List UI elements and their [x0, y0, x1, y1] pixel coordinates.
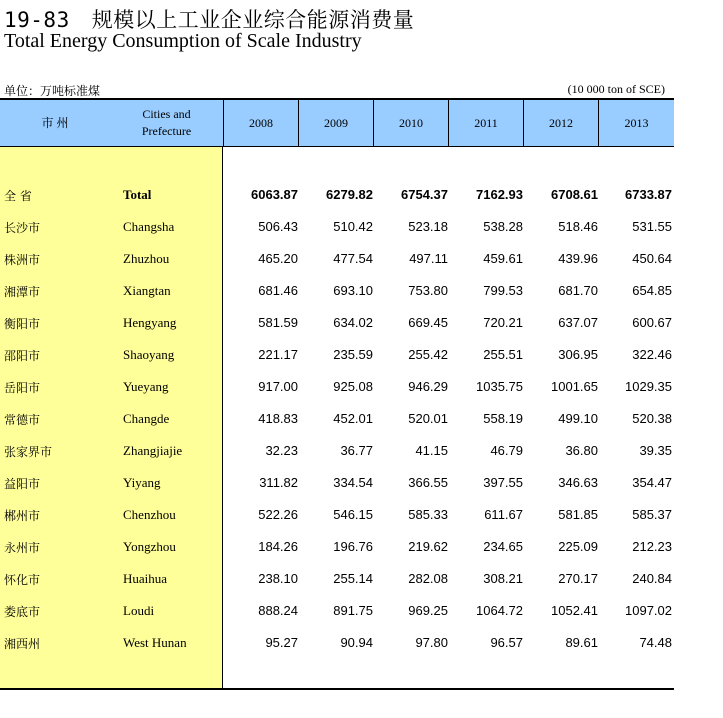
value-cell: 693.10	[333, 283, 373, 298]
value-cell: 255.51	[483, 347, 523, 362]
value-cell: 6063.87	[251, 187, 298, 202]
table-row	[0, 563, 674, 595]
value-cell: 366.55	[408, 475, 448, 490]
value-cell: 799.53	[483, 283, 523, 298]
value-cell: 1097.02	[625, 603, 672, 618]
value-cell: 6279.82	[326, 187, 373, 202]
city-name-chinese: 湘西州	[4, 637, 41, 651]
table-row	[0, 243, 674, 275]
city-name-english: Zhuzhou	[123, 251, 170, 266]
value-cell: 397.55	[483, 475, 523, 490]
value-cell: 558.19	[483, 411, 523, 426]
header-city-english-line1: Cities and	[142, 107, 191, 121]
value-cell: 6754.37	[401, 187, 448, 202]
value-cell: 255.42	[408, 347, 448, 362]
city-name-chinese: 娄底市	[4, 605, 41, 619]
table-row	[0, 499, 674, 531]
table-row	[0, 339, 674, 371]
value-cell: 531.55	[632, 219, 672, 234]
value-cell: 354.47	[632, 475, 672, 490]
value-cell: 39.35	[639, 443, 672, 458]
value-cell: 581.85	[558, 507, 598, 522]
table-number: 19-83	[4, 8, 70, 32]
city-name-english: West Hunan	[123, 635, 187, 650]
value-cell: 6708.61	[551, 187, 598, 202]
value-cell: 520.38	[632, 411, 672, 426]
value-cell: 1029.35	[625, 379, 672, 394]
table-title-chinese-text: 规模以上工业企业综合能源消费量	[91, 8, 415, 32]
value-cell: 611.67	[484, 507, 523, 522]
value-cell: 270.17	[558, 571, 598, 586]
city-name-chinese: 益阳市	[4, 477, 41, 491]
value-cell: 282.08	[408, 571, 448, 586]
value-cell: 581.59	[258, 315, 298, 330]
city-name-chinese: 衡阳市	[4, 317, 41, 331]
value-cell: 255.14	[333, 571, 373, 586]
value-cell: 522.26	[258, 507, 298, 522]
table-row	[0, 275, 674, 307]
value-cell: 891.75	[333, 603, 373, 618]
value-cell: 308.21	[483, 571, 523, 586]
value-cell: 90.94	[340, 635, 373, 650]
value-cell: 753.80	[408, 283, 448, 298]
value-cell: 41.15	[415, 443, 448, 458]
value-cell: 600.67	[632, 315, 672, 330]
table-row	[0, 211, 674, 243]
city-name-chinese: 邵阳市	[4, 349, 41, 363]
value-cell: 234.65	[483, 539, 523, 554]
city-name-english: Hengyang	[123, 315, 177, 330]
value-cell: 225.09	[558, 539, 598, 554]
value-cell: 7162.93	[476, 187, 523, 202]
value-cell: 506.43	[258, 219, 298, 234]
city-name-chinese: 常德市	[4, 413, 41, 427]
city-name-chinese: 张家界市	[4, 445, 53, 459]
table-row	[0, 307, 674, 339]
header-city-chinese: 市 州	[41, 115, 69, 130]
value-cell: 240.84	[632, 571, 672, 586]
value-cell: 97.80	[415, 635, 448, 650]
value-cell: 96.57	[490, 635, 523, 650]
unit-label-english: (10 000 ton of SCE)	[567, 82, 665, 96]
value-cell: 46.79	[490, 443, 523, 458]
value-cell: 510.42	[333, 219, 373, 234]
value-cell: 888.24	[258, 603, 298, 618]
value-cell: 546.15	[333, 507, 373, 522]
city-name-english: Chenzhou	[123, 507, 176, 522]
city-name-english: Xiangtan	[123, 283, 171, 298]
value-cell: 925.08	[333, 379, 373, 394]
city-name-english: Huaihua	[123, 571, 168, 586]
value-cell: 95.27	[265, 635, 298, 650]
city-name-english: Shaoyang	[123, 347, 175, 362]
city-name-chinese: 全 省	[4, 189, 32, 203]
value-cell: 518.46	[558, 219, 598, 234]
value-cell: 465.20	[258, 251, 298, 266]
value-cell: 499.10	[558, 411, 598, 426]
header-city-english-line2: Prefecture	[141, 124, 192, 138]
value-cell: 1064.72	[476, 603, 523, 618]
value-cell: 346.63	[558, 475, 598, 490]
city-name-english: Yueyang	[123, 379, 169, 394]
value-cell: 654.85	[632, 283, 672, 298]
value-cell: 681.70	[558, 283, 598, 298]
value-cell: 238.10	[258, 571, 298, 586]
header-year: 2010	[374, 100, 449, 146]
value-cell: 306.95	[558, 347, 598, 362]
value-cell: 946.29	[408, 379, 448, 394]
value-cell: 32.23	[265, 443, 298, 458]
value-cell: 334.54	[333, 475, 373, 490]
value-cell: 6733.87	[625, 187, 672, 202]
city-name-chinese: 株洲市	[4, 253, 41, 267]
table-row	[0, 371, 674, 403]
city-name-english: Zhangjiajie	[123, 443, 183, 458]
value-cell: 439.96	[558, 251, 598, 266]
city-name-chinese: 永州市	[4, 541, 41, 555]
header-year: 2011	[449, 100, 524, 146]
city-name-chinese: 湘潭市	[4, 285, 41, 299]
value-cell: 74.48	[639, 635, 672, 650]
header-year: 2008	[224, 100, 299, 146]
table-bottom-rule	[0, 688, 674, 690]
unit-label-chinese: 单位：万吨标准煤	[4, 84, 101, 98]
value-cell: 36.77	[340, 443, 373, 458]
value-cell: 477.54	[333, 251, 373, 266]
table-row	[0, 403, 674, 435]
value-cell: 917.00	[258, 379, 298, 394]
table-row	[0, 595, 674, 627]
table-row	[0, 627, 674, 659]
city-name-english: Yiyang	[123, 475, 161, 490]
value-cell: 1052.41	[551, 603, 598, 618]
value-cell: 322.46	[632, 347, 672, 362]
value-cell: 235.59	[333, 347, 373, 362]
city-name-chinese: 郴州市	[4, 509, 41, 523]
city-name-english: Yongzhou	[123, 539, 176, 554]
header-year: 2009	[299, 100, 374, 146]
value-cell: 459.61	[483, 251, 523, 266]
value-cell: 1001.65	[551, 379, 598, 394]
value-cell: 634.02	[333, 315, 373, 330]
city-name-english: Loudi	[123, 603, 155, 618]
city-name-english: Changsha	[123, 219, 175, 234]
value-cell: 418.83	[258, 411, 298, 426]
value-cell: 669.45	[408, 315, 448, 330]
value-cell: 219.62	[408, 539, 448, 554]
header-year: 2012	[524, 100, 599, 146]
value-cell: 520.01	[408, 411, 448, 426]
value-cell: 36.80	[565, 443, 598, 458]
value-cell: 585.33	[408, 507, 448, 522]
city-name-chinese: 长沙市	[4, 221, 41, 235]
value-cell: 184.26	[258, 539, 298, 554]
value-cell: 538.28	[483, 219, 523, 234]
city-name-english: Changde	[123, 411, 170, 426]
value-cell: 969.25	[408, 603, 448, 618]
value-cell: 681.46	[258, 283, 298, 298]
header-year: 2013	[624, 115, 649, 130]
table-title-english: Total Energy Consumption of Scale Industry	[4, 30, 362, 52]
value-cell: 452.01	[333, 411, 373, 426]
value-cell: 497.11	[409, 251, 448, 266]
city-name-chinese: 怀化市	[4, 573, 41, 587]
value-cell: 523.18	[408, 219, 448, 234]
table-row	[0, 531, 674, 563]
header-city-english	[110, 100, 224, 146]
value-cell: 720.21	[483, 315, 523, 330]
table-row	[0, 467, 674, 499]
table-row	[0, 435, 674, 467]
value-cell: 1035.75	[476, 379, 523, 394]
value-cell: 585.37	[632, 507, 672, 522]
value-cell: 450.64	[632, 251, 672, 266]
value-cell: 212.23	[632, 539, 672, 554]
value-cell: 637.07	[558, 315, 598, 330]
table-header	[0, 100, 674, 147]
city-name-english: Total	[123, 187, 152, 202]
value-cell: 89.61	[565, 635, 598, 650]
value-cell: 221.17	[258, 347, 298, 362]
value-cell: 196.76	[333, 539, 373, 554]
city-name-chinese: 岳阳市	[4, 381, 41, 395]
value-cell: 311.82	[259, 475, 298, 490]
table-row	[0, 179, 674, 211]
